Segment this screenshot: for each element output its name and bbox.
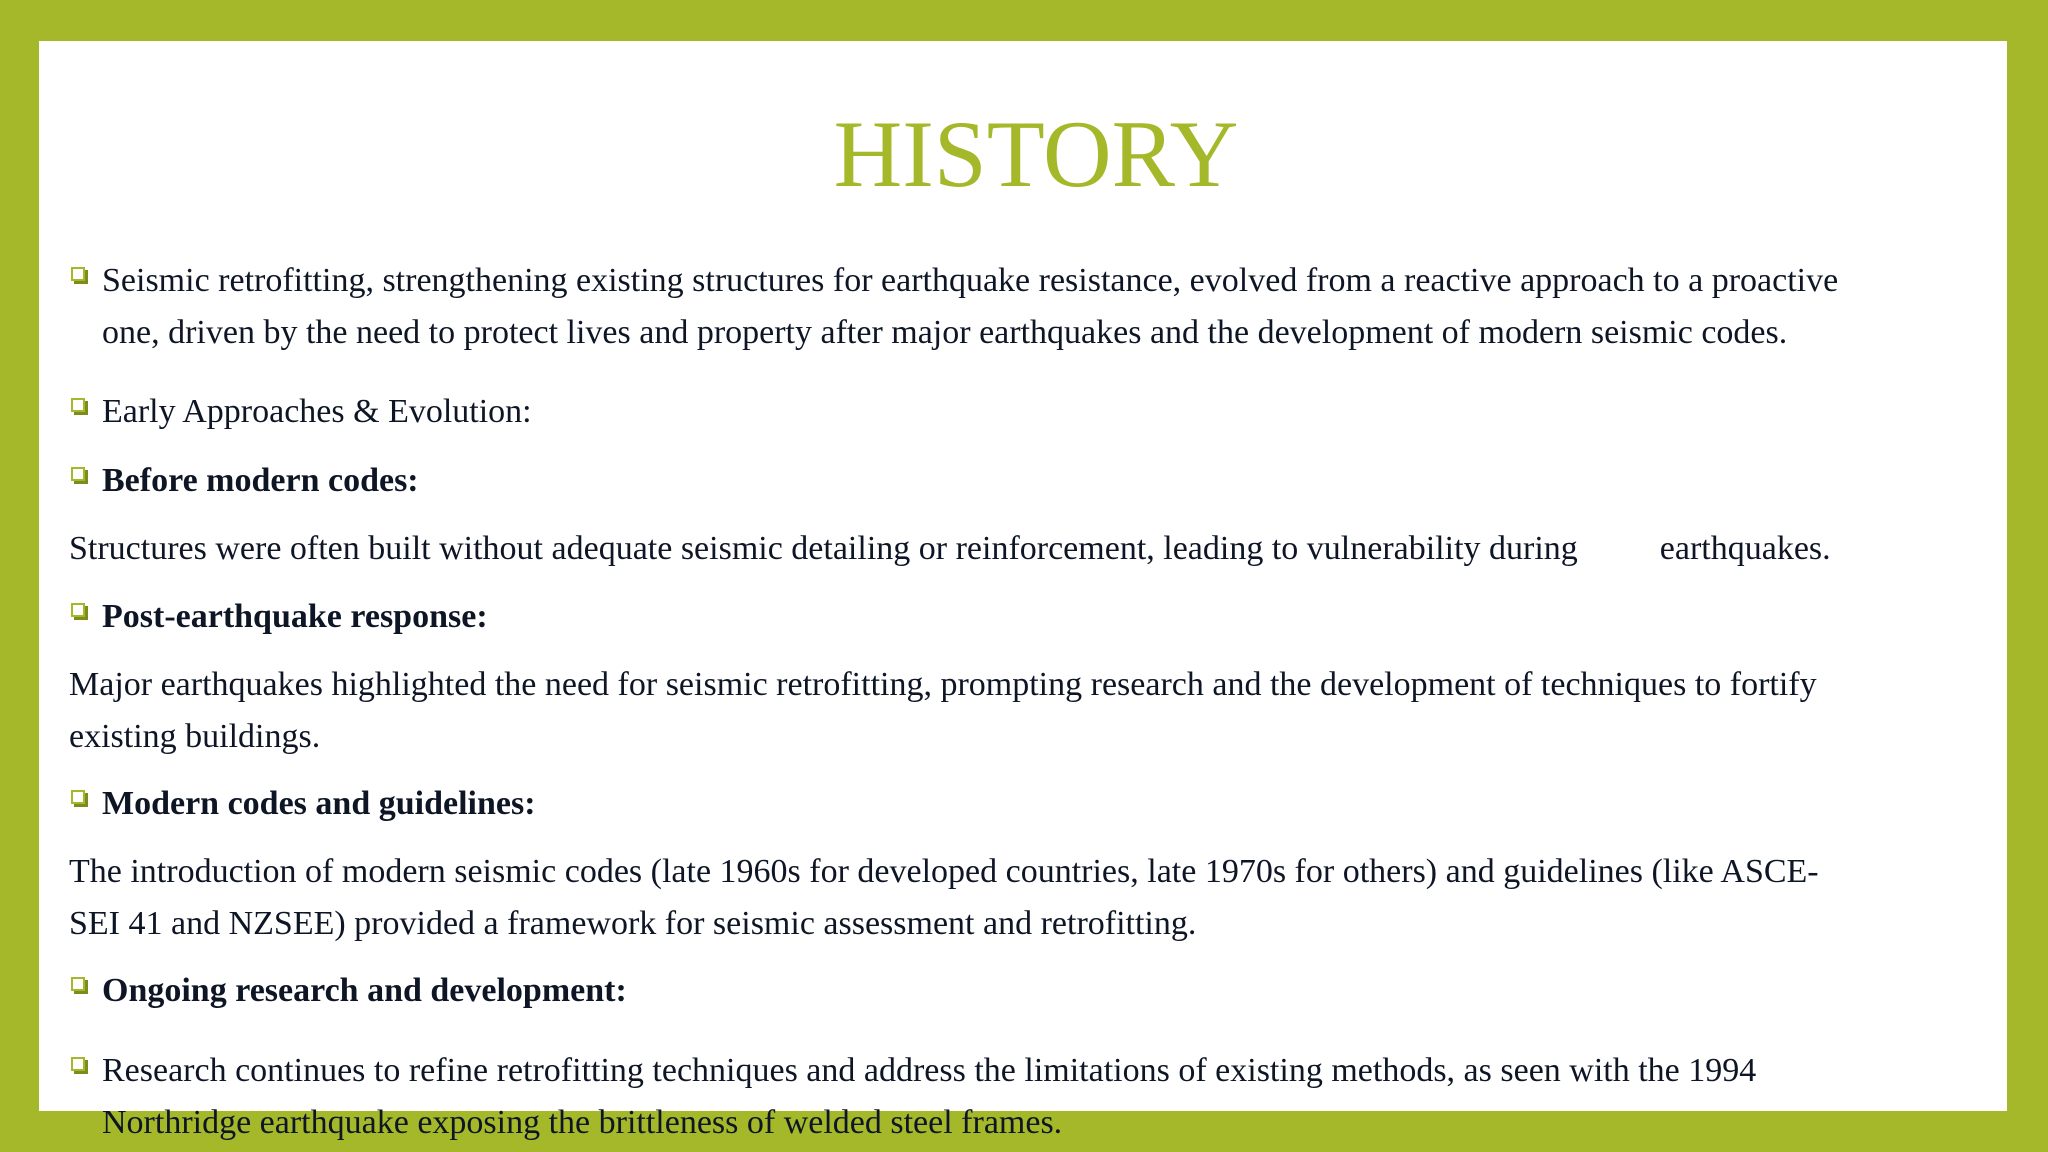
bullet-text-line-1: Seismic retrofitting, strengthening existing structures for earthquake resistance, evolved from a reactive approach to a proactive bbox=[102, 262, 1839, 299]
bullet-heading-text: Modern codes and guidelines: bbox=[102, 785, 536, 822]
bullet-text: Early Approaches & Evolution: bbox=[102, 393, 532, 430]
bullet-heading-post-earthquake-response bbox=[69, 591, 488, 643]
bullet-text-line-2: Northridge earthquake exposing the brittleness of welded steel frames. bbox=[102, 1104, 1063, 1141]
paragraph-text-part-1: Structures were often built without adequate seismic detailing or reinforcement, leading to vulnerability during bbox=[69, 530, 1578, 567]
square-bullet-icon bbox=[71, 790, 85, 804]
bullet-heading-before-modern-codes bbox=[69, 455, 419, 507]
bullet-heading-text: Post-earthquake response: bbox=[102, 598, 488, 635]
bullet-item-early-approaches bbox=[69, 386, 532, 438]
bullet-heading-ongoing-research bbox=[69, 965, 627, 1017]
square-bullet-icon bbox=[71, 267, 85, 281]
slide bbox=[39, 41, 2007, 1141]
square-bullet-icon bbox=[71, 977, 85, 991]
square-bullet-icon bbox=[71, 603, 85, 617]
bullet-text-line-2: one, driven by the need to protect lives and property after major earthquakes and the development of modern seismic codes. bbox=[102, 314, 1788, 351]
bullet-item-seismic-retrofitting bbox=[69, 255, 1838, 359]
bullet-heading-text: Before modern codes: bbox=[102, 462, 419, 499]
square-bullet-icon bbox=[71, 398, 85, 412]
bullet-heading-modern-codes bbox=[69, 778, 536, 830]
paragraph-before-modern-codes bbox=[69, 523, 1831, 575]
bullet-text-line-1: Research continues to refine retrofitting techniques and address the limitations of existing methods, as seen with the 1994 bbox=[102, 1052, 1757, 1089]
paragraph-post-earthquake-line-2: existing buildings. bbox=[69, 718, 321, 755]
paragraph-text-part-2: earthquakes. bbox=[1659, 530, 1831, 567]
square-bullet-icon bbox=[71, 1057, 85, 1071]
paragraph-modern-codes-line-2: SEI 41 and NZSEE) provided a framework for seismic assessment and retrofitting. bbox=[69, 905, 1197, 942]
bullet-heading-text: Ongoing research and development: bbox=[102, 972, 627, 1009]
bullet-item-research-continues bbox=[69, 1045, 1756, 1149]
paragraph-modern-codes-line-1: The introduction of modern seismic codes (late 1960s for developed countries, late 1970s for others) and guidelines (like ASCE- bbox=[69, 853, 1819, 890]
slide-title: HISTORY bbox=[833, 101, 1239, 207]
paragraph-post-earthquake-line-1: Major earthquakes highlighted the need for seismic retrofitting, prompting research and the development of techniques to fortify bbox=[69, 666, 1817, 703]
square-bullet-icon bbox=[71, 467, 85, 481]
